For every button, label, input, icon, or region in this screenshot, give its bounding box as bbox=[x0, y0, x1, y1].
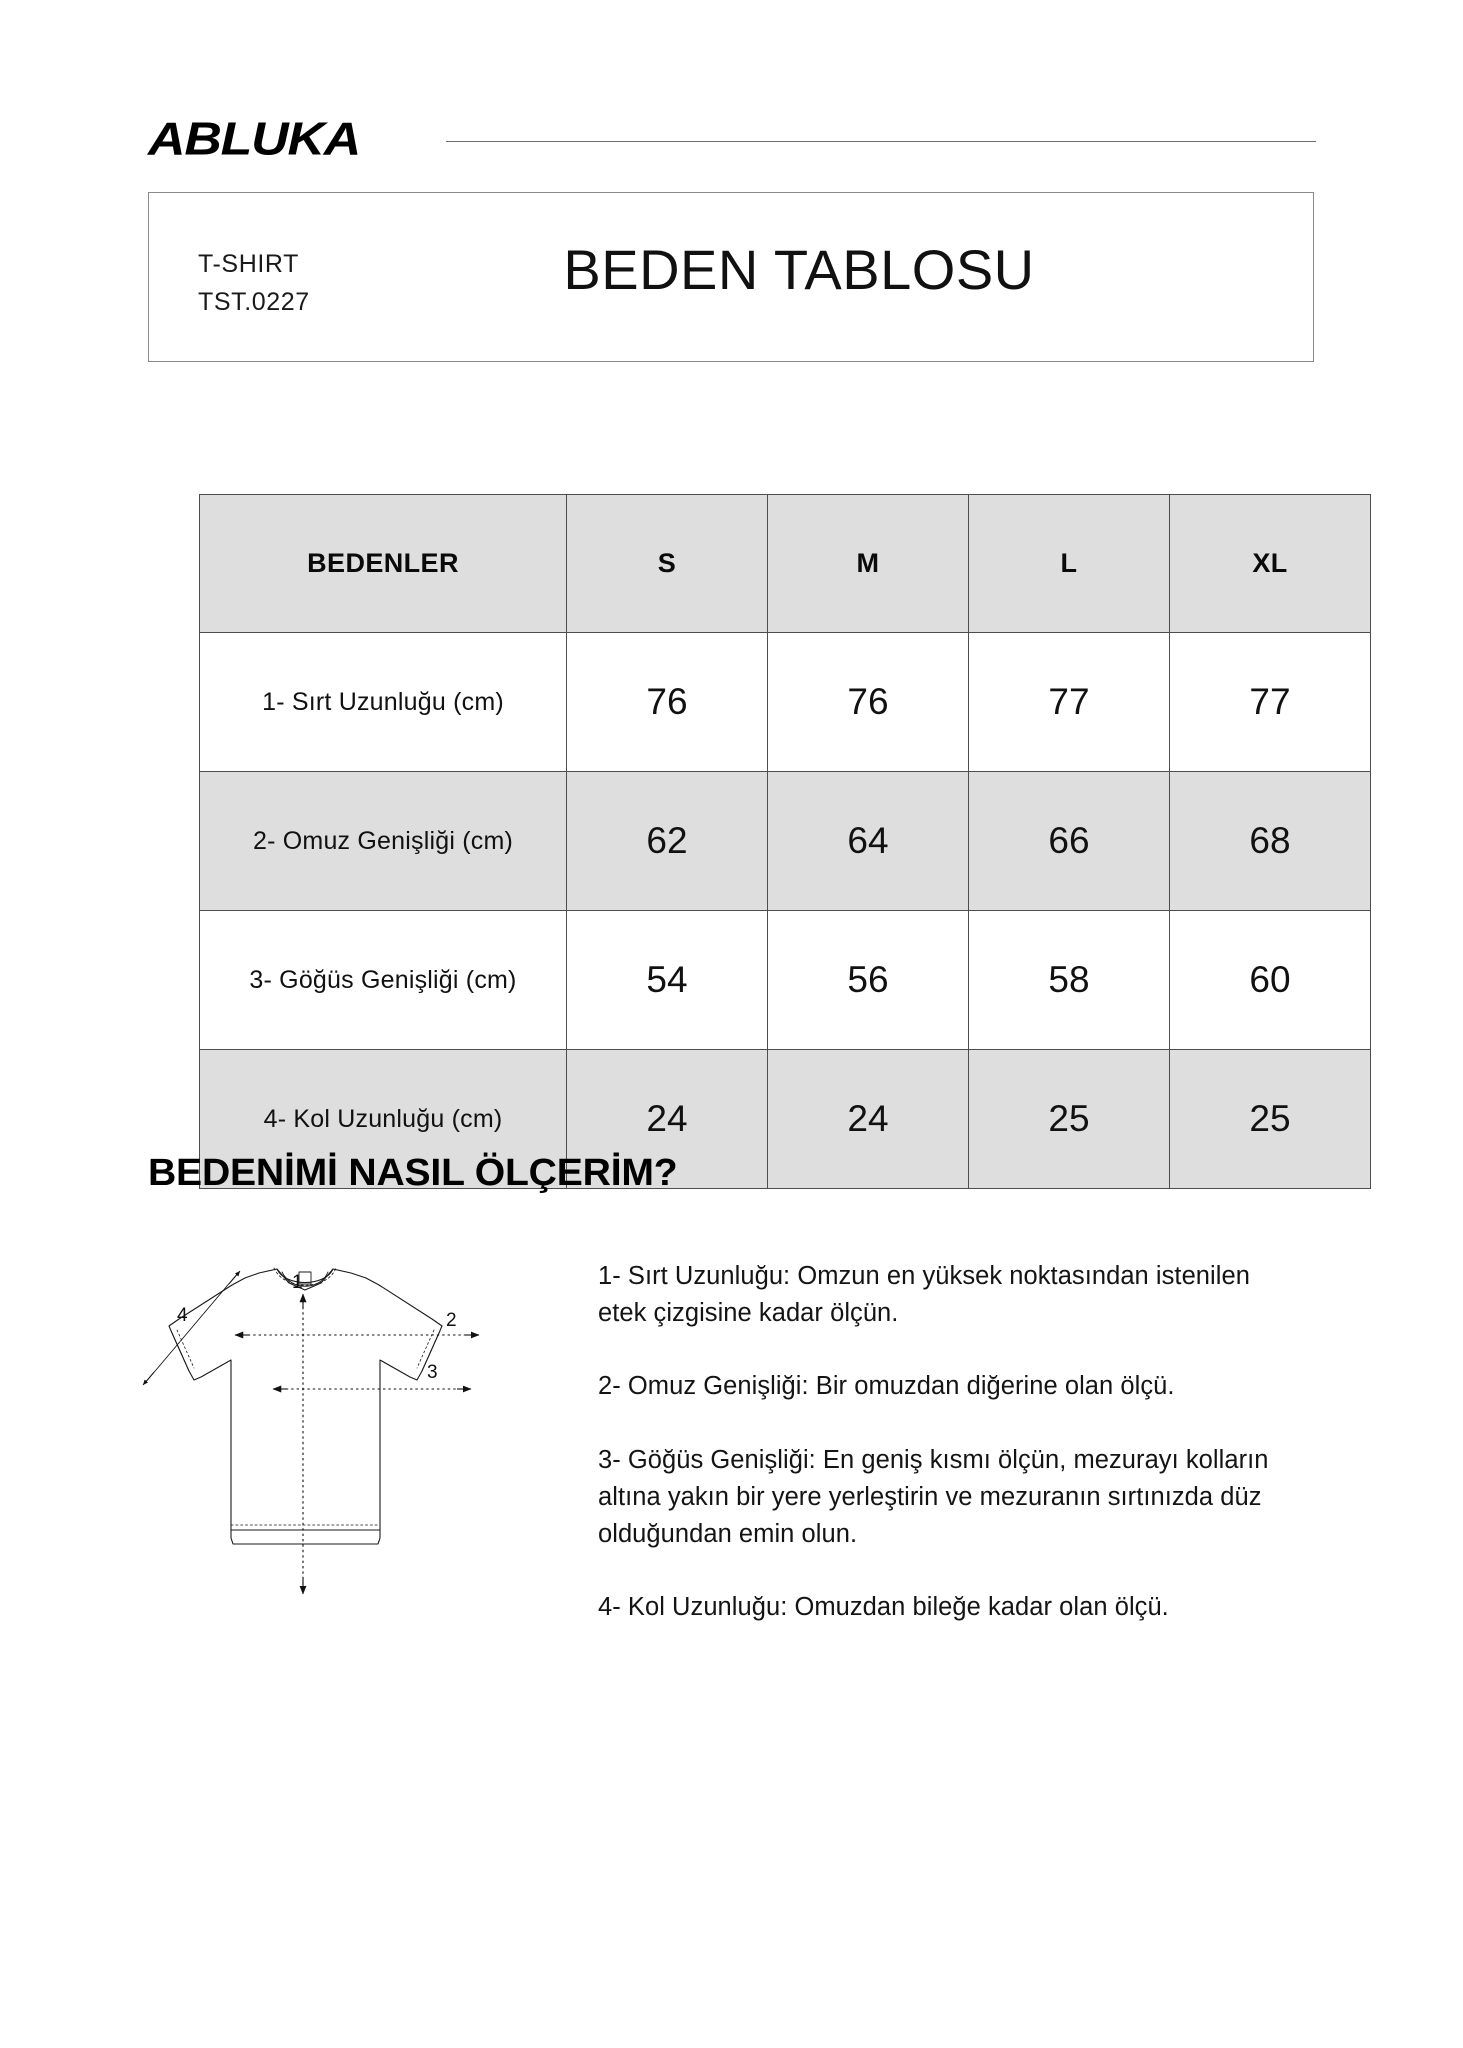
product-code: TST.0227 bbox=[198, 288, 310, 316]
tshirt-diagram bbox=[125, 1238, 485, 1598]
instruction-item-2: 2- Omuz Genişliği: Bir omuzdan diğerine olan ölçü. bbox=[598, 1372, 1175, 1401]
instruction-item-3: 3- Göğüs Genişliği: En geniş kısmı ölçün, mezurayı kolların altına yakın bir yere yerleştirin ve mezuranın sırtınızda düz olduğundan emin olun. bbox=[598, 1445, 1269, 1549]
cell-l: 25 bbox=[969, 1050, 1170, 1189]
tshirt-illustration-icon bbox=[125, 1238, 485, 1598]
row-label: 2- Omuz Genişliği (cm) bbox=[200, 772, 567, 911]
cell-s: 76 bbox=[567, 633, 768, 772]
row-label: 1- Sırt Uzunluğu (cm) bbox=[200, 633, 567, 772]
instruction-item-1: 1- Sırt Uzunluğu: Omzun en yüksek noktasından istenilen etek çizgisine kadar ölçün. bbox=[598, 1262, 1250, 1328]
product-type: T-SHIRT bbox=[198, 250, 299, 278]
cell-s: 54 bbox=[567, 911, 768, 1050]
column-header-bedenler: BEDENLER bbox=[200, 495, 567, 633]
diagram-marker-4: 4 bbox=[177, 1305, 188, 1326]
column-header-s: S bbox=[567, 495, 768, 633]
cell-xl: 77 bbox=[1170, 633, 1371, 772]
cell-xl: 60 bbox=[1170, 911, 1371, 1050]
size-table bbox=[199, 494, 1371, 1189]
instruction-item-4: 4- Kol Uzunluğu: Omuzdan bileğe kadar olan ölçü. bbox=[598, 1593, 1169, 1622]
row-label: 3- Göğüs Genişliği (cm) bbox=[200, 911, 567, 1050]
cell-l: 66 bbox=[969, 772, 1170, 911]
row-label: 4- Kol Uzunluğu (cm) bbox=[200, 1050, 567, 1189]
header-divider-rule bbox=[446, 141, 1316, 142]
cell-m: 76 bbox=[768, 633, 969, 772]
diagram-marker-1: 1 bbox=[292, 1272, 303, 1293]
cell-s: 62 bbox=[567, 772, 768, 911]
diagram-marker-2: 2 bbox=[446, 1310, 457, 1331]
cell-l: 58 bbox=[969, 911, 1170, 1050]
diagram-marker-3: 3 bbox=[427, 1362, 438, 1383]
cell-m: 24 bbox=[768, 1050, 969, 1189]
page-title: BEDEN TABLOSU bbox=[563, 238, 1035, 301]
brand-header bbox=[148, 113, 1316, 166]
column-header-m: M bbox=[768, 495, 969, 633]
cell-xl: 25 bbox=[1170, 1050, 1371, 1189]
cell-m: 56 bbox=[768, 911, 969, 1050]
table-row bbox=[200, 772, 1371, 911]
table-row bbox=[200, 911, 1371, 1050]
table-header-row bbox=[200, 495, 1371, 633]
cell-m: 64 bbox=[768, 772, 969, 911]
title-box bbox=[148, 192, 1314, 362]
cell-s: 24 bbox=[567, 1050, 768, 1189]
column-header-xl: XL bbox=[1170, 495, 1371, 633]
how-to-measure-heading: BEDENİMİ NASIL ÖLÇERİM? bbox=[148, 1152, 678, 1194]
abluka-logo: ABLUKA bbox=[148, 113, 361, 166]
cell-l: 77 bbox=[969, 633, 1170, 772]
column-header-l: L bbox=[969, 495, 1170, 633]
measure-instructions bbox=[598, 1258, 1298, 1627]
cell-xl: 68 bbox=[1170, 772, 1371, 911]
table-row bbox=[200, 633, 1371, 772]
